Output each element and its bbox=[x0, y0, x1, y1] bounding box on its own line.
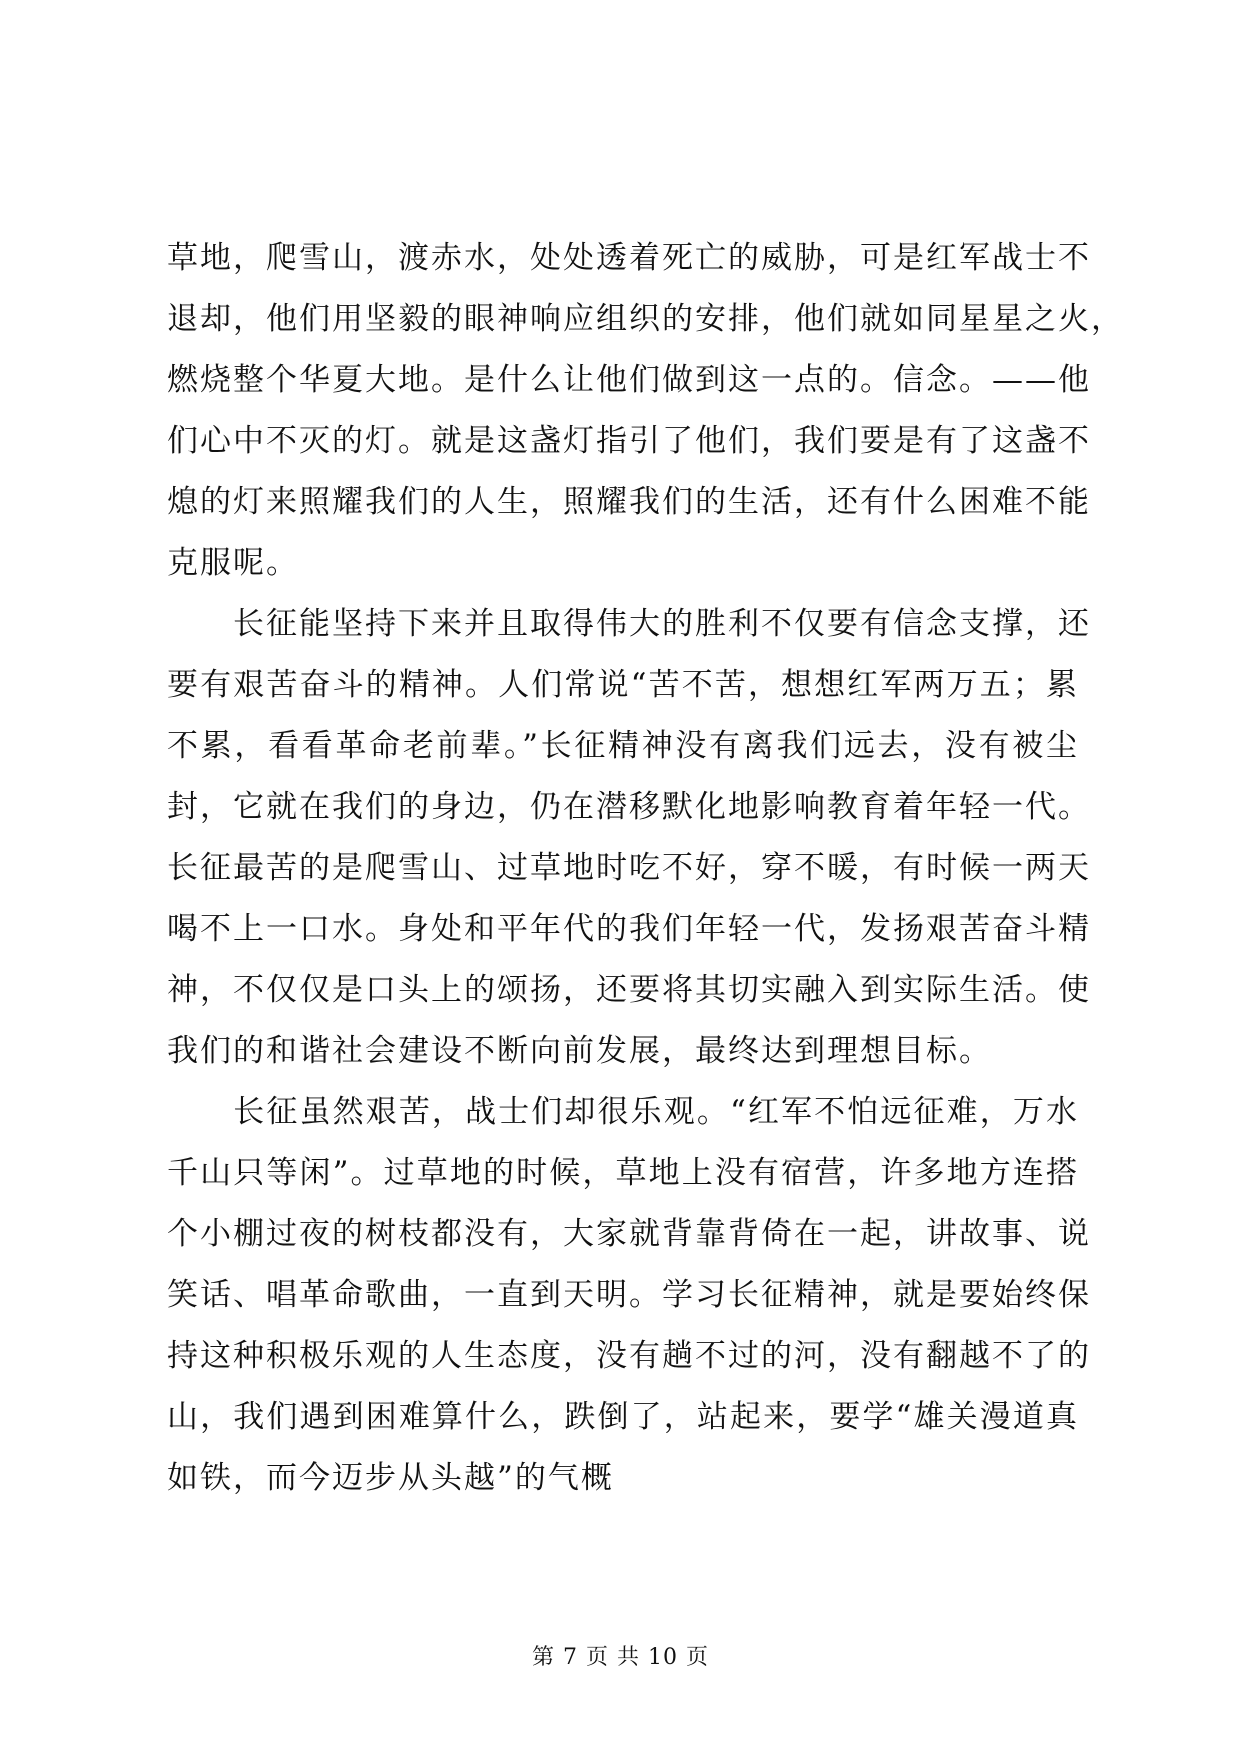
text-line: 长征虽然艰苦，战士们却很乐观。“红军不怕远征难，万水 bbox=[167, 1094, 1079, 1130]
text-line: 退却，他们用坚毅的眼神响应组织的安排，他们就如同星星之火， bbox=[167, 301, 1124, 337]
text-line: 个小棚过夜的树枝都没有，大家就背靠背倚在一起，讲故事、说 bbox=[167, 1216, 1091, 1252]
text-line: 笑话、唱革命歌曲，一直到天明。学习长征精神，就是要始终保 bbox=[167, 1277, 1091, 1313]
text-line: 喝不上一口水。身处和平年代的我们年轻一代，发扬艰苦奋斗精 bbox=[167, 911, 1091, 947]
text-line: 克服呢。 bbox=[167, 545, 299, 581]
paragraph-1 bbox=[167, 228, 1124, 594]
text-line: 长征能坚持下来并且取得伟大的胜利不仅要有信念支撑，还 bbox=[167, 606, 1091, 642]
text-line: 燃烧整个华夏大地。是什么让他们做到这一点的。信念。——他 bbox=[167, 362, 1091, 398]
text-line: 神，不仅仅是口头上的颂扬，还要将其切实融入到实际生活。使 bbox=[167, 972, 1091, 1008]
text-line: 我们的和谐社会建设不断向前发展，最终达到理想目标。 bbox=[167, 1033, 992, 1069]
text-line: 长征最苦的是爬雪山、过草地时吃不好，穿不暖，有时候一两天 bbox=[167, 850, 1091, 886]
text-line: 千山只等闲”。过草地的时候，草地上没有宿营，许多地方连搭 bbox=[167, 1155, 1079, 1191]
page-footer: 第 7 页 共 10 页 bbox=[532, 1645, 709, 1670]
text-line: 要有艰苦奋斗的精神。人们常说“苦不苦，想想红军两万五；累 bbox=[167, 667, 1079, 703]
text-line: 熄的灯来照耀我们的人生，照耀我们的生活，还有什么困难不能 bbox=[167, 484, 1091, 520]
text-line: 草地，爬雪山，渡赤水，处处透着死亡的威胁，可是红军战士不 bbox=[167, 240, 1091, 276]
body-text bbox=[167, 228, 1124, 1509]
paragraph-2 bbox=[167, 594, 1091, 1082]
text-line: 山，我们遇到困难算什么，跌倒了，站起来，要学“雄关漫道真 bbox=[167, 1399, 1079, 1435]
text-line: 封，它就在我们的身边，仍在潜移默化地影响教育着年轻一代。 bbox=[167, 789, 1091, 825]
text-line: 不累，看看革命老前辈。”长征精神没有离我们远去，没有被尘 bbox=[167, 728, 1079, 764]
text-line: 持这种积极乐观的人生态度，没有趟不过的河，没有翻越不了的 bbox=[167, 1338, 1091, 1374]
text-line: 们心中不灭的灯。就是这盏灯指引了他们，我们要是有了这盏不 bbox=[167, 423, 1091, 459]
paragraph-3 bbox=[167, 1082, 1091, 1509]
text-line: 如铁，而今迈步从头越”的气概 bbox=[167, 1460, 614, 1496]
